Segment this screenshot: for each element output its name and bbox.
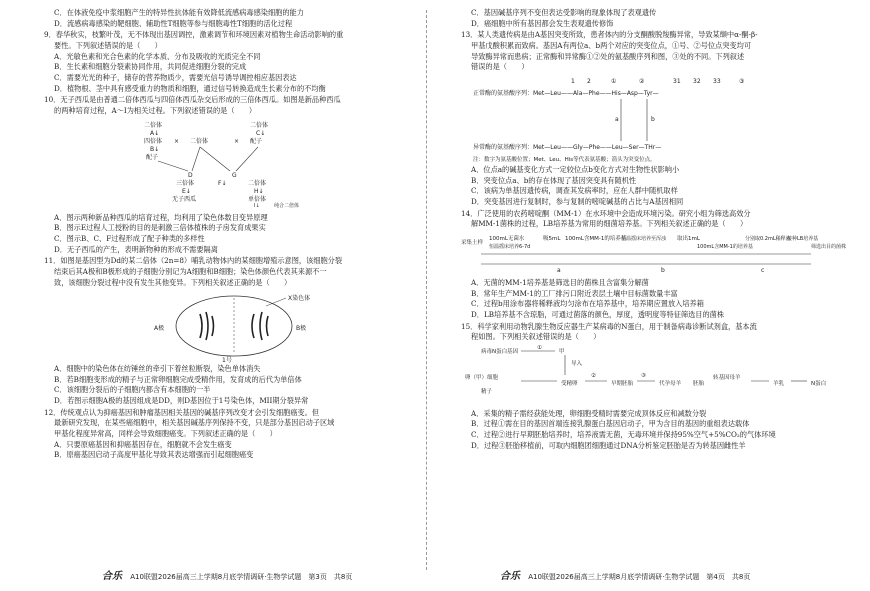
left-column xyxy=(44,8,436,461)
option-text: A．光敏色素和光合色素的化学本质、分布及吸收的光质完全不同 xyxy=(54,51,261,61)
option-text: C．该病为单基因遗传病，调查其发病率时，应在人群中随机取样 xyxy=(471,186,678,196)
amino-acid-sequence-diagram xyxy=(461,75,837,163)
bioreactor-flowchart xyxy=(461,345,837,407)
option-text: B．图示E过程人工授粉的目的是刺激三倍体植株的子房发育成果实 xyxy=(54,223,266,233)
flow-step: 分别取0.2mL稀释液 xyxy=(745,235,791,242)
step-mark: b xyxy=(661,266,665,274)
cell-division-diagram xyxy=(44,290,436,365)
flow-label: 早期胚胎 xyxy=(611,380,634,387)
question-stem: 要性。下列叙述错误的是（ ） xyxy=(54,40,162,50)
abnormal-sequence: 异常酶的氨基酸序列：Met—Leu——Gly—Phe——Leu—Ser—THr— xyxy=(473,143,662,151)
diagram-node: 三倍体 xyxy=(176,179,195,187)
question-stem: 10．无子西瓜是由普通二倍体西瓜与四倍体西瓜杂交后形成的三倍体西瓜。如图是新品种西瓜 xyxy=(44,95,341,105)
question-stem: 15．科学家利用动物乳腺生物反应器生产某病毒的N蛋白，用于制备病毒诊断试剂盒，基本流 xyxy=(461,321,757,331)
publisher-logo: 合乐 xyxy=(102,571,122,583)
mutation-site: a xyxy=(615,115,619,123)
diagram-node: D xyxy=(188,171,193,179)
question-stem: 12．传统观点认为抑癌基因和肿瘤基因相关基因的碱基序列改变才会引发细胞癌变。但 xyxy=(44,407,320,417)
flow-label: N蛋白 xyxy=(811,380,827,387)
step-mark: ③ xyxy=(641,372,646,379)
diagram-node: 二倍体 xyxy=(248,179,267,187)
flow-label: 羊乳 xyxy=(773,380,785,387)
position-number: 2 xyxy=(587,77,591,85)
option-text: A．图示两种新品种西瓜的培育过程，均利用了染色体数目变异原理 xyxy=(54,212,268,222)
flow-step: 吸5mL xyxy=(543,235,561,242)
option-text: D．过程③胚胎移植前，可取内细胞团细胞通过DNA分析鉴定胚胎是否为转基因雌性羊 xyxy=(471,440,746,450)
flow-step: 取出1mL xyxy=(677,235,700,242)
question-stem: 甲基化程度异常高，同样会导致细胞癌变。下列叙述正确的是（ ） xyxy=(54,429,277,439)
position-number: 1 xyxy=(571,77,575,85)
flow-step: 筛选出目的菌株 xyxy=(811,243,847,250)
diagram-node: H↓ xyxy=(254,187,264,195)
flow-step: 恒温摇床培养至浑浊 xyxy=(621,235,667,242)
option-text: B．常年生产MM-1的工厂排污口附近表层土壤中目标菌数量丰富 xyxy=(471,288,678,298)
flow-label: 胚胎 xyxy=(693,380,705,387)
flow-label: 导入 xyxy=(571,360,583,367)
diagram-label: 1号 xyxy=(222,357,232,365)
question-stem: 11．如图是基因型为Dd的某二倍体（2n=8）哺乳动物体内的某细胞增殖示意图，该细胞分裂 xyxy=(44,256,343,266)
mutation-site: b xyxy=(651,115,655,123)
diagram-node: × xyxy=(174,137,180,145)
diagram-node: 无子西瓜 xyxy=(172,195,197,203)
option-text: A．采集的精子需经获能处理，卵细胞受精时需要完成顶体反应和减数分裂 xyxy=(471,408,707,418)
question-stem: 9．春华秋实，枝繁叶茂，无不体现出基因调控，激素调节和环境因素对植物生命活动影响的重 xyxy=(44,30,344,40)
option-text: C．过程b用涂布器将稀释液均匀涂布在培养基中，培养期应置放入培养箱 xyxy=(471,299,704,309)
step-mark: c xyxy=(761,266,765,274)
question-stem: 解MM-1菌株的过程，LB培养基为常用的细菌培养基。下列相关叙述正确的是（ ） xyxy=(471,219,748,229)
option-text: C．图示B、C、F过程形成了配子种类的多样性 xyxy=(54,233,205,243)
diagram-node: 四倍体 xyxy=(144,137,163,145)
option-text: A．只要原癌基因和抑癌基因存在，细胞就不会发生癌变 xyxy=(54,439,232,449)
question-stem: 最新研究发现，在某些癌细胞中，相关基因碱基序列保持不变，只是部分基因启动子区域 xyxy=(54,418,335,428)
diagram-node: G xyxy=(232,171,237,179)
option-text: D．无子西瓜的产生，表明新物种的形成不需要隔离 xyxy=(54,244,218,254)
option-text: C．该细胞分裂后的子细胞内都含有本细胞的一半 xyxy=(54,385,211,395)
normal-sequence: 正常酶的氨基酸序列：Met—Leu——Ala—Phe——His—Asp—Tyr— xyxy=(473,89,659,97)
option-text: D．流感病毒感染的靶细胞、辅助性T细胞等参与细胞毒性T细胞的活化过程 xyxy=(54,18,293,28)
option-text: C．需要光光的种子，储存的营养物质少，需要光信号诱导调控相应基因表达 xyxy=(54,72,297,82)
position-number: ① xyxy=(611,77,617,85)
page-footer xyxy=(102,570,352,585)
step-mark: ① xyxy=(537,344,542,351)
right-column xyxy=(461,8,847,451)
question-stem: 的两种培育过程，A～I为相关过程。下列叙述错误的是（ ） xyxy=(54,105,257,115)
flow-label: 受精卵 xyxy=(561,380,578,387)
question-stem: 致，该细胞分裂过程中没有发生其他变异。下列相关叙述正确的是（ ） xyxy=(54,277,292,287)
diagram-label: X染色体 xyxy=(288,295,311,303)
flow-label: 甲 xyxy=(559,348,565,355)
footer-text: A10联盟2026届高三上学期8月底学情调研·生物学试题 第3页 共8页 xyxy=(130,573,353,582)
position-number: 33 xyxy=(713,77,721,85)
option-text: B．若B细胞变形成的精子与正常卵细胞完成受精作用，发育成的后代为单倍体 xyxy=(54,374,302,384)
diagram-node: 纯合二倍体 xyxy=(274,202,300,209)
diagram-note: 注：数字为氨基酸位置；Met、Leu、His等代表氨基酸；箭头为突变位点。 xyxy=(473,156,656,163)
question-stem: 程如图。下列相关叙述错误的是（ ） xyxy=(471,332,601,342)
flow-step: 100mL含MM-1的培养基 xyxy=(565,235,627,242)
position-number: ③ xyxy=(739,77,745,85)
option-text: D．若图示细胞A极的基因组成是DD，则D基因位于1号染色体，MII期分裂异常 xyxy=(54,396,309,406)
diagram-label: B极 xyxy=(296,325,307,333)
flow-label: 精子 xyxy=(481,388,493,395)
option-text: B．突变位点a、b的存在体现了基因突变具有随机性 xyxy=(471,175,637,185)
diagram-node: F↓ xyxy=(218,179,227,187)
question-stem: 结束后其A极和B极形成的子细胞分别记为A细胞和B细胞；染色体颜色代表其来源不一 xyxy=(54,266,327,276)
position-number: 32 xyxy=(693,77,701,85)
flow-step: 100mL无菌水 xyxy=(489,235,525,242)
diagram-node: A↓ xyxy=(150,129,160,137)
diagram-label: A极 xyxy=(154,325,165,333)
option-text: C．在体液免疫中浆细胞产生的特异性抗体能有效降低流感病毒感染细胞的能力 xyxy=(54,8,304,17)
watermelon-breeding-diagram xyxy=(44,119,436,211)
option-text: A．细胞中的染色体在纺锤丝的牵引下着丝粒断裂，染色单体消失 xyxy=(54,364,261,374)
flow-label: 代孕母羊 xyxy=(659,380,682,387)
diagram-node: 二倍体 xyxy=(190,137,209,145)
position-number: ② xyxy=(639,77,645,85)
diagram-node: 二倍体 xyxy=(144,121,163,129)
option-text: C．基因碱基序列不变但表达受影响的现象体现了表观遗传 xyxy=(471,8,657,17)
option-text: A．无菌的MM-1培养基是筛选目的菌株且含富集分解菌 xyxy=(471,277,649,287)
diagram-node: E↓ xyxy=(182,187,191,195)
option-text: C．过程②进行早期胚胎培养时，培养液需无菌，无毒环境并保持95%空气+5%CO₂的气体环境 xyxy=(471,430,776,440)
page-footer xyxy=(500,570,750,585)
diagram-node: × xyxy=(234,137,240,145)
step-mark: a xyxy=(557,266,561,274)
option-text: B．原癌基因启动子高度甲基化导致其表达增强而引起细胞癌变 xyxy=(54,450,254,460)
diagram-node: B↓ xyxy=(150,145,160,153)
option-text: D．LB培养基不含琼脂，可通过菌落的颜色，厚度，透明度等特征筛选目的菌株 xyxy=(471,309,725,319)
diagram-node: 二倍体 xyxy=(250,121,269,129)
flow-label: 卵（甲）细胞 xyxy=(465,374,499,381)
option-text: D．植物根、茎中具有感受重力的物质和细胞，通过信号转换造成生长素分布的不均衡 xyxy=(54,83,326,93)
flow-step: 采集土样 xyxy=(461,239,484,246)
question-stem: 导致酶异常而患病；正常酶和异常酶①②处的氨基酸序列和图，③处的不同。下列叙述 xyxy=(471,51,745,61)
flow-step: 恒温摇床培养6-7d xyxy=(489,243,531,250)
question-stem: 13．某人类遗传病是由A基因突变所致，患者体内的分支酮酸脱羧酶异常，导致某缬中α-酮-β- xyxy=(461,30,758,40)
publisher-logo: 合乐 xyxy=(500,571,520,583)
diagram-node: 配子 xyxy=(250,137,263,145)
question-stem: 14．广泛使用的农药嘧啶酮（MM-1）在水环境中会造成环境污染。研究小组为筛选高效分 xyxy=(461,208,751,218)
option-text: D．突变基因进行复制时，参与复制的嘧啶碱基的占比与A基因相同 xyxy=(471,196,684,206)
option-text: B．过程①需在目的基因首端连接乳腺蛋白基因启动子，甲为含目的基因的重组表达载体 xyxy=(471,419,750,429)
flow-step: 接种LB培养基 xyxy=(787,235,819,242)
question-stem: 甲基戊酸积累而致病。基因A有两位a、b两个对应的突变位点，①号、②号位点突变均可 xyxy=(471,40,752,50)
step-mark: ② xyxy=(591,372,596,379)
diagram-node: C↓ xyxy=(256,129,266,137)
diagram-node: 单倍体 xyxy=(248,195,267,203)
footer-text: A10联盟2026届高三上学期8月底学情调研·生物学试题 第4页 共8页 xyxy=(528,573,751,582)
flow-label: 病毒N蛋白基因 xyxy=(481,348,519,355)
option-text: A．位点a的碱基变化方式一定较位点b变化方式对生物性状影响小 xyxy=(471,164,680,174)
diagram-node: 配子 xyxy=(146,153,159,161)
flow-step: 100mL含MM-1的培养基 xyxy=(697,243,753,250)
diagram-node: I↓ xyxy=(254,202,260,209)
question-stem: 错误的是（ ） xyxy=(471,62,529,72)
option-text: D．癌细胞中所有基因都会发生表观遗传修饰 xyxy=(471,18,614,28)
option-text: B．生长素和细胞分裂素协同作用，共同促进细胞分裂的完成 xyxy=(54,62,247,72)
position-number: 31 xyxy=(673,77,681,85)
strain-screening-flowchart xyxy=(461,232,847,276)
flow-label: 转基因母羊 xyxy=(713,374,741,381)
